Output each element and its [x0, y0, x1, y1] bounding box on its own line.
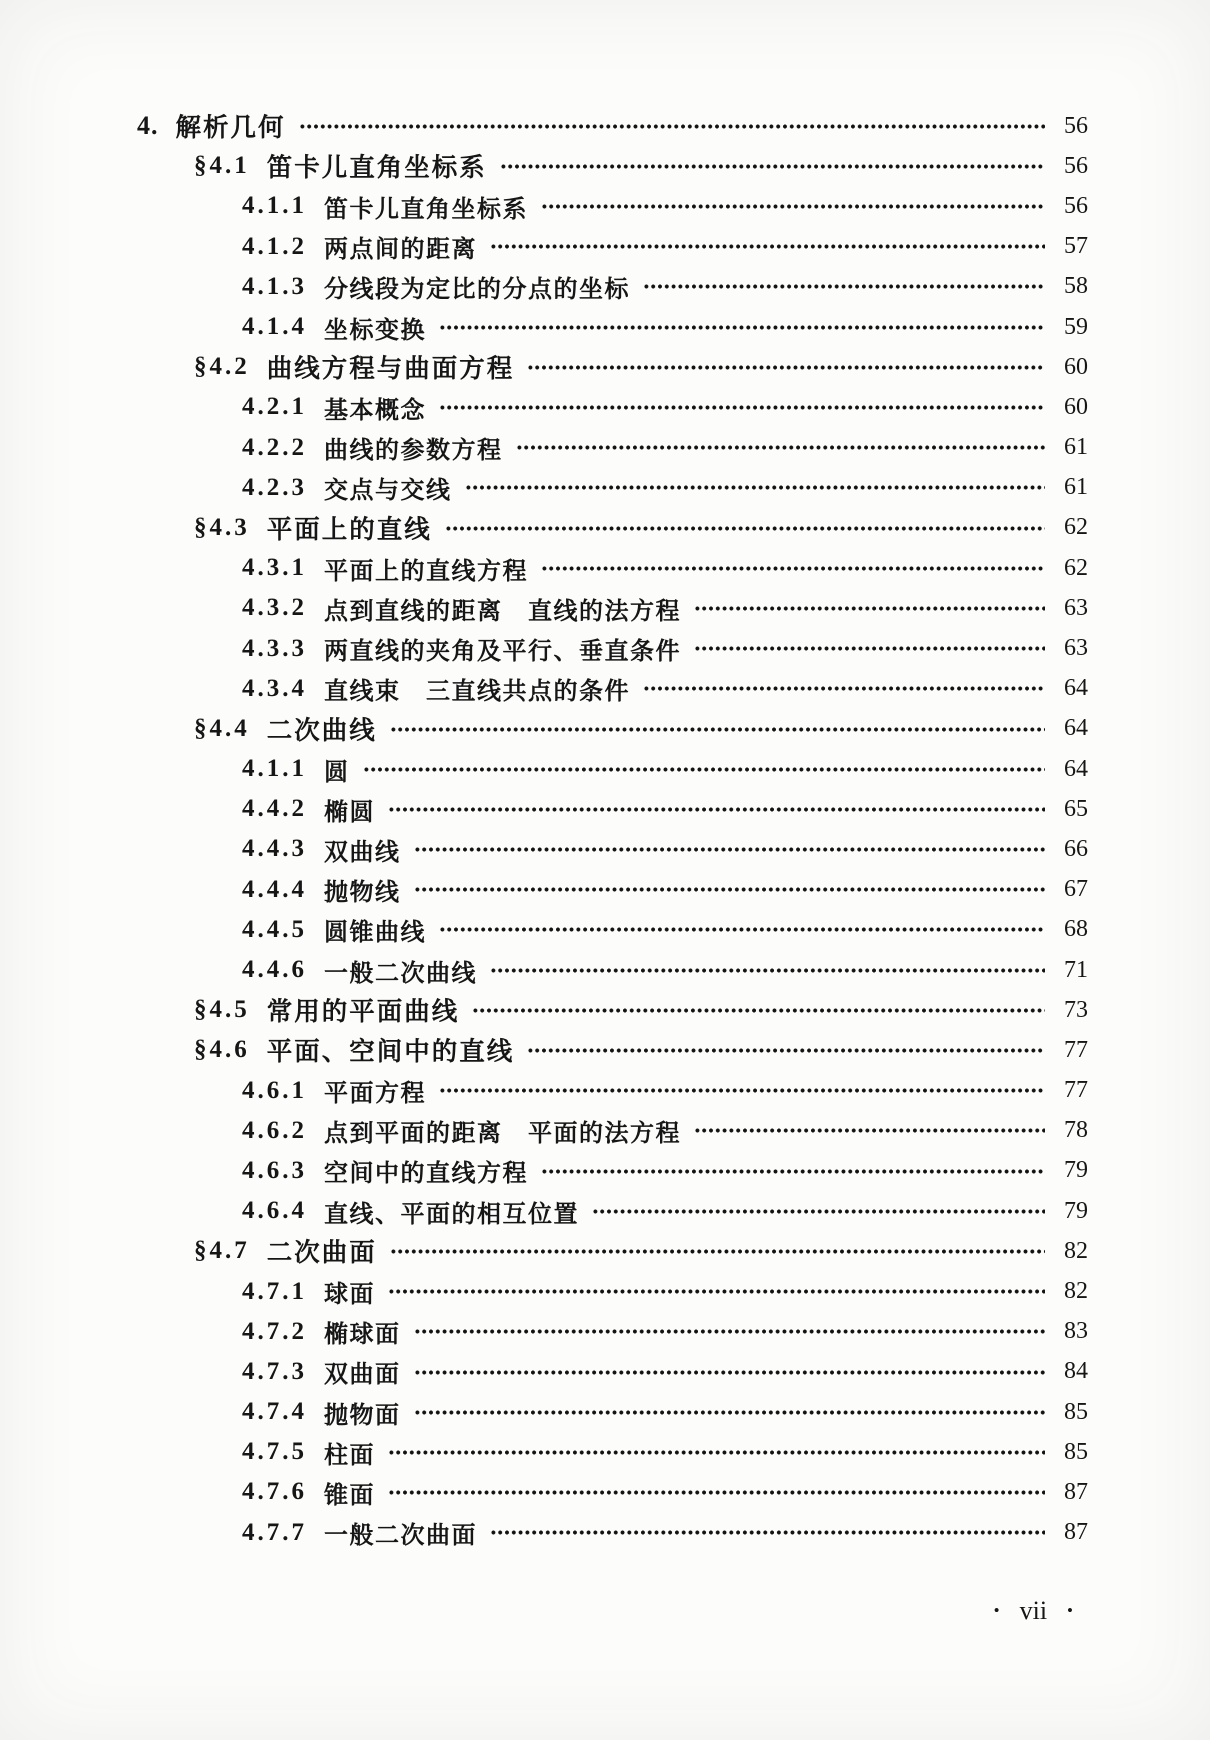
toc-entry — [0, 267, 1210, 307]
dot-leader — [299, 106, 1045, 146]
toc-entry-title: 平面上的直线 — [266, 515, 432, 544]
toc-entry — [0, 186, 1210, 226]
toc-entry-page-number: 61 — [1064, 474, 1088, 501]
toc-entry — [0, 1271, 1210, 1311]
dot-leader — [414, 1392, 1046, 1432]
dot-leader — [439, 1071, 1045, 1111]
toc-entry-title: 一般二次曲线 — [324, 959, 477, 987]
toc-entry-number: 4.3.3 — [242, 634, 307, 662]
toc-entry — [0, 950, 1210, 990]
toc-entry-number: 4.7.5 — [242, 1438, 307, 1466]
toc-entry-title: 球面 — [324, 1281, 375, 1309]
dot-leader — [694, 588, 1045, 628]
toc-entry-title: 椭球面 — [324, 1321, 401, 1349]
toc-entry — [0, 1432, 1210, 1472]
toc-entry — [0, 307, 1210, 347]
folio-page-number: vii — [1019, 1596, 1048, 1625]
toc-entry-title: 点到平面的距离 平面的法方程 — [324, 1120, 681, 1148]
toc-entry-title: 柱面 — [324, 1441, 375, 1469]
toc-entry-title: 平面方程 — [324, 1080, 426, 1108]
dot-leader — [527, 347, 1045, 387]
toc-entry-page-number: 85 — [1064, 1438, 1088, 1465]
toc-entry — [0, 749, 1210, 789]
dot-leader — [363, 749, 1046, 789]
toc-entry-number: §4.6 — [194, 1036, 250, 1064]
toc-entry-page-number: 84 — [1064, 1358, 1088, 1385]
toc-entry-page-number: 60 — [1064, 353, 1088, 380]
toc-entry-number: 4.7.4 — [242, 1398, 307, 1426]
toc-entry-title: 点到直线的距离 直线的法方程 — [324, 597, 681, 625]
toc-entry-number: 4.4.2 — [242, 795, 307, 823]
toc-entry-page-number: 71 — [1064, 956, 1088, 983]
toc-entry-number: 4.4.6 — [242, 956, 307, 984]
toc-entry-number: 4.6.2 — [242, 1116, 307, 1144]
toc-entry-title: 圆 — [324, 758, 350, 786]
dot-leader — [541, 548, 1045, 588]
toc-entry-page-number: 79 — [1064, 1197, 1088, 1224]
dot-leader — [390, 709, 1045, 749]
toc-entry — [0, 628, 1210, 668]
toc-entry-number: 4.6.3 — [242, 1156, 307, 1184]
dot-leader — [439, 307, 1045, 347]
toc-entry — [0, 870, 1210, 910]
toc-entry-number: 4.7.6 — [242, 1478, 307, 1506]
toc-entry-number: 4.3.1 — [242, 554, 307, 582]
dot-leader — [465, 468, 1046, 508]
dot-leader — [592, 1191, 1045, 1231]
dot-leader — [490, 227, 1045, 267]
dot-leader — [388, 1271, 1045, 1311]
dot-leader — [439, 910, 1045, 950]
toc-entry-number: §4.1 — [194, 152, 250, 180]
toc-entry-number: 4.7.3 — [242, 1357, 307, 1385]
toc-entry — [0, 468, 1210, 508]
dot-leader — [414, 1312, 1046, 1352]
toc-entry-number: 4.3.2 — [242, 594, 307, 622]
page-footer — [0, 1596, 1210, 1626]
footer-left-bullet-icon: • — [993, 1601, 1000, 1620]
toc-entry-page-number: 65 — [1064, 795, 1088, 822]
toc-entry-page-number: 62 — [1064, 514, 1088, 541]
toc-entry-page-number: 56 — [1064, 152, 1088, 179]
toc-entry — [0, 1151, 1210, 1191]
toc-entry-number: 4.7.2 — [242, 1317, 307, 1345]
toc-entry-page-number: 77 — [1064, 1077, 1088, 1104]
dot-leader — [694, 628, 1045, 668]
toc-entry-number: §4.7 — [194, 1237, 250, 1265]
toc-entry-title: 曲线的参数方程 — [324, 437, 503, 465]
toc-entry-number: 4.4.5 — [242, 915, 307, 943]
toc-entry-number: 4.7.1 — [242, 1277, 307, 1305]
toc-entry-page-number: 66 — [1064, 835, 1088, 862]
toc-entry-page-number: 64 — [1064, 715, 1088, 742]
toc-entry-title: 抛物线 — [324, 879, 401, 907]
toc-entry-page-number: 77 — [1064, 1036, 1088, 1063]
toc-entry-page-number: 56 — [1064, 192, 1088, 219]
toc-entry-number: 4.7.7 — [242, 1518, 307, 1546]
dot-leader — [388, 789, 1045, 829]
toc-entry — [0, 1030, 1210, 1070]
toc-entry-title: 双曲线 — [324, 838, 401, 866]
toc-entry-number: 4.1.3 — [242, 272, 307, 300]
toc-entry-title: 平面、空间中的直线 — [266, 1038, 515, 1067]
toc-entry-number: 4.3.4 — [242, 674, 307, 702]
toc-entry-page-number: 64 — [1064, 755, 1088, 782]
toc-entry-number: 4.1.1 — [242, 192, 307, 220]
toc-entry-title: 二次曲线 — [266, 716, 377, 745]
toc-entry — [0, 1392, 1210, 1432]
toc-entry-title: 解析几何 — [175, 114, 286, 143]
toc-entry-number: 4.2.1 — [242, 393, 307, 421]
toc-entry-number: 4.6.1 — [242, 1076, 307, 1104]
dot-leader — [388, 1432, 1045, 1472]
toc-entry-title: 常用的平面曲线 — [266, 998, 460, 1027]
toc-entry-title: 笛卡儿直角坐标系 — [266, 154, 487, 183]
toc-entry-page-number: 85 — [1064, 1398, 1088, 1425]
dot-leader — [490, 950, 1045, 990]
toc-entry-title: 两直线的夹角及平行、垂直条件 — [324, 638, 681, 666]
toc-entry — [0, 910, 1210, 950]
toc-entry-title: 一般二次曲面 — [324, 1522, 477, 1550]
toc-entry — [0, 1513, 1210, 1553]
dot-leader — [388, 1472, 1045, 1512]
toc-entry-title: 直线、平面的相互位置 — [324, 1200, 579, 1228]
toc-entry-title: 二次曲面 — [266, 1239, 377, 1268]
toc-entry-title: 两点间的距离 — [324, 236, 477, 264]
toc-entry-number: 4.1.4 — [242, 313, 307, 341]
toc-entry-title: 椭圆 — [324, 798, 375, 826]
dot-leader — [439, 387, 1045, 427]
toc-entry-title: 坐标变换 — [324, 316, 426, 344]
toc-entry — [0, 146, 1210, 186]
toc-entry-page-number: 60 — [1064, 393, 1088, 420]
toc-entry-number: 4.2.2 — [242, 433, 307, 461]
dot-leader — [414, 870, 1046, 910]
toc-entry-page-number: 82 — [1064, 1278, 1088, 1305]
toc-entry-page-number: 57 — [1064, 233, 1088, 260]
toc-entry-page-number: 62 — [1064, 554, 1088, 581]
toc-entry — [0, 387, 1210, 427]
toc-entry-number: §4.3 — [194, 513, 250, 541]
toc-entry — [0, 508, 1210, 548]
toc-entry-page-number: 68 — [1064, 916, 1088, 943]
toc-entry — [0, 990, 1210, 1030]
toc-entry-title: 分线段为定比的分点的坐标 — [324, 276, 630, 304]
toc-entry — [0, 1111, 1210, 1151]
toc-entry-number: 4.4.4 — [242, 875, 307, 903]
footer-right-bullet-icon: • — [1067, 1601, 1073, 1620]
toc-entry-title: 圆锥曲线 — [324, 919, 426, 947]
dot-leader — [516, 428, 1046, 468]
toc-entry-title: 双曲面 — [324, 1361, 401, 1389]
toc-entry-page-number: 64 — [1064, 675, 1088, 702]
toc-entry-number: §4.2 — [194, 353, 250, 381]
dot-leader — [414, 829, 1046, 869]
toc-entry-title: 直线束 三直线共点的条件 — [324, 678, 630, 706]
toc-entry-page-number: 63 — [1064, 594, 1088, 621]
dot-leader — [527, 1030, 1045, 1070]
toc-entry — [0, 1071, 1210, 1111]
toc-entry-page-number: 63 — [1064, 635, 1088, 662]
toc-entry-number: §4.4 — [194, 714, 250, 742]
table-of-contents — [0, 106, 1210, 1553]
toc-entry-title: 交点与交线 — [324, 477, 452, 505]
toc-entry-title: 空间中的直线方程 — [324, 1160, 528, 1188]
toc-entry-page-number: 67 — [1064, 876, 1088, 903]
toc-entry — [0, 829, 1210, 869]
toc-entry — [0, 1191, 1210, 1231]
toc-entry — [0, 106, 1210, 146]
dot-leader — [472, 990, 1045, 1030]
dot-leader — [500, 146, 1045, 186]
toc-entry-page-number: 87 — [1064, 1478, 1088, 1505]
dot-leader — [643, 267, 1045, 307]
toc-entry — [0, 588, 1210, 628]
dot-leader — [490, 1513, 1045, 1553]
toc-entry-page-number: 83 — [1064, 1318, 1088, 1345]
toc-entry-number: 4. — [137, 111, 159, 141]
toc-entry — [0, 709, 1210, 749]
toc-entry — [0, 1472, 1210, 1512]
toc-entry — [0, 669, 1210, 709]
toc-entry-title: 基本概念 — [324, 396, 426, 424]
toc-entry — [0, 548, 1210, 588]
toc-entry-number: 4.2.3 — [242, 473, 307, 501]
toc-entry — [0, 227, 1210, 267]
toc-entry — [0, 789, 1210, 829]
dot-leader — [541, 1151, 1045, 1191]
toc-entry-page-number: 58 — [1064, 273, 1088, 300]
toc-entry-title: 抛物面 — [324, 1401, 401, 1429]
dot-leader — [694, 1111, 1045, 1151]
toc-entry-title: 笛卡儿直角坐标系 — [324, 195, 528, 223]
dot-leader — [414, 1352, 1046, 1392]
toc-entry-page-number: 56 — [1064, 112, 1088, 139]
toc-entry-page-number: 78 — [1064, 1117, 1088, 1144]
toc-entry-number: 4.1.1 — [242, 755, 307, 783]
dot-leader — [541, 186, 1045, 226]
dot-leader — [390, 1231, 1045, 1271]
toc-entry — [0, 347, 1210, 387]
toc-entry — [0, 1352, 1210, 1392]
toc-entry-page-number: 79 — [1064, 1157, 1088, 1184]
toc-entry-page-number: 61 — [1064, 434, 1088, 461]
toc-entry-page-number: 59 — [1064, 313, 1088, 340]
dot-leader — [445, 508, 1045, 548]
toc-entry-page-number: 82 — [1064, 1237, 1088, 1264]
toc-entry-title: 曲线方程与曲面方程 — [266, 355, 515, 384]
toc-entry-title: 平面上的直线方程 — [324, 557, 528, 585]
toc-entry-number: 4.4.3 — [242, 835, 307, 863]
toc-entry — [0, 1231, 1210, 1271]
toc-entry-page-number: 73 — [1064, 996, 1088, 1023]
dot-leader — [643, 669, 1045, 709]
toc-entry-title: 锥面 — [324, 1481, 375, 1509]
toc-entry — [0, 428, 1210, 468]
toc-entry-number: §4.5 — [194, 996, 250, 1024]
toc-entry-page-number: 87 — [1064, 1519, 1088, 1546]
toc-entry-number: 4.6.4 — [242, 1197, 307, 1225]
toc-entry-number: 4.1.2 — [242, 232, 307, 260]
toc-entry — [0, 1312, 1210, 1352]
